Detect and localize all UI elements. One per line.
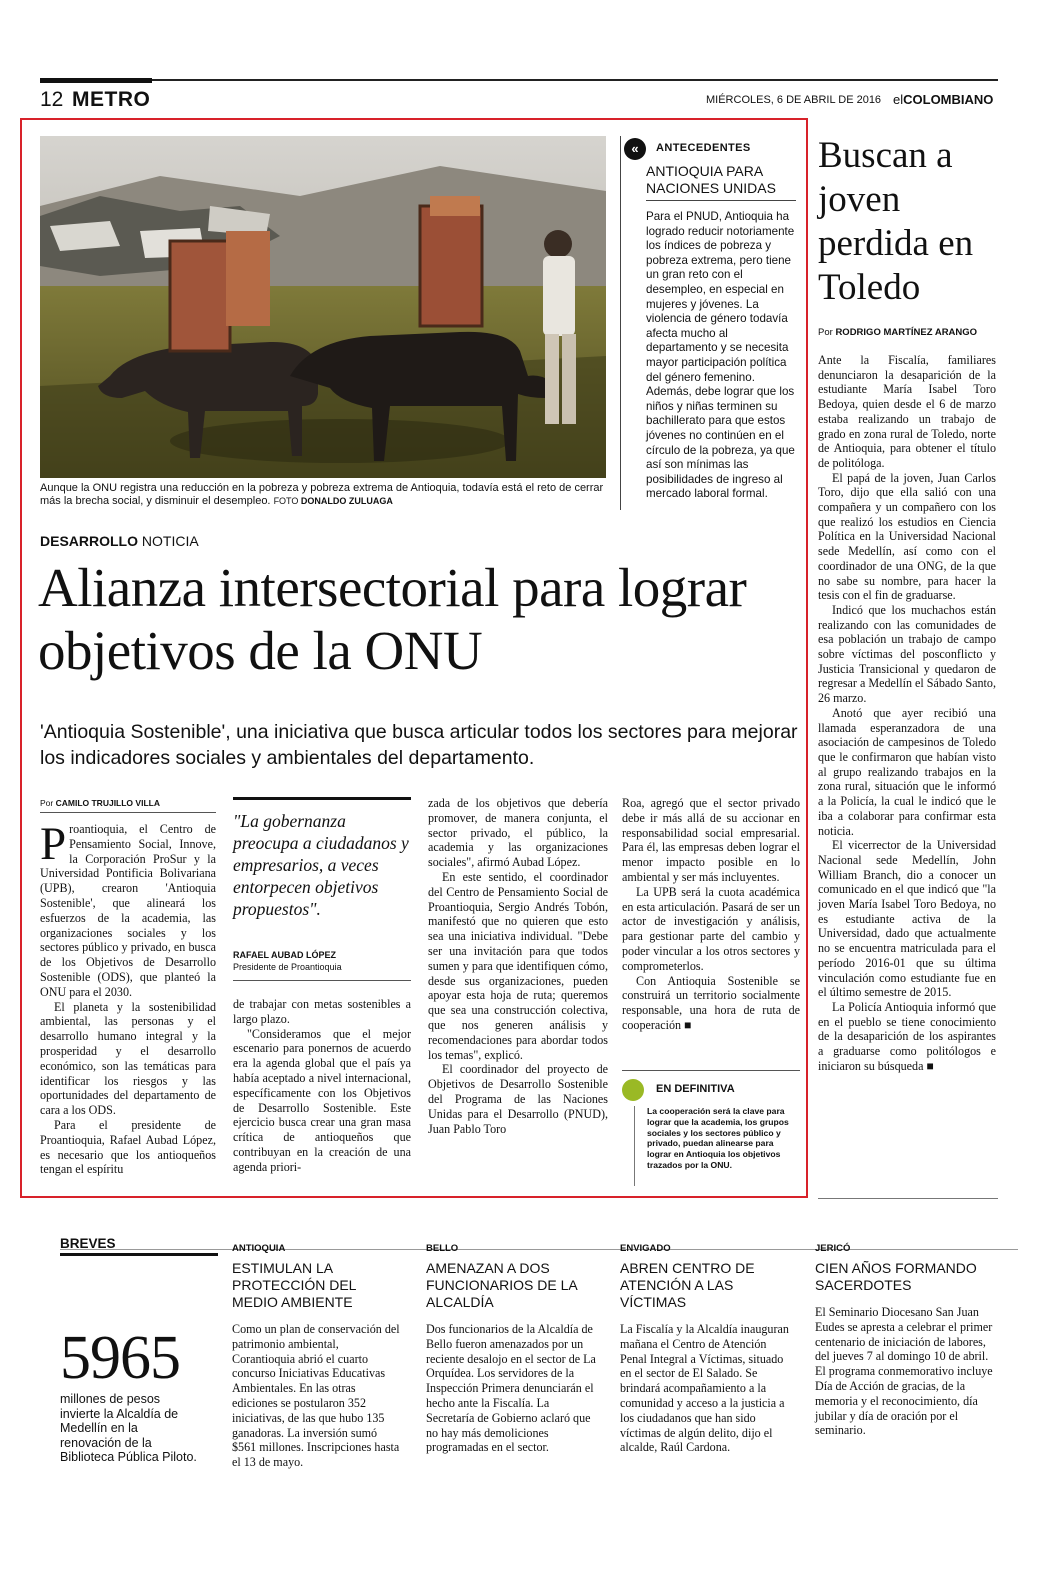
brief-item — [815, 1243, 995, 1438]
brief-title: ABREN CENTRO DE ATENCIÓN A LAS VÍCTIMAS — [620, 1260, 755, 1310]
side-story-byline: Por RODRIGO MARTÍNEZ ARANGO — [818, 327, 978, 338]
side-story-paragraph: Ante la Fiscalía, familiares denunciaron la desaparición de la estudiante María Isabel Toro Bedoya, quien desde el 6 de marzo estaba realizando un trabajo de grado en zona rural de Toledo, norte de Antioquia, para obtener el título de politóloga. — [818, 353, 996, 470]
antecedentes-title: ANTIOQUIA PARA NACIONES UNIDAS — [646, 163, 776, 196]
article-column-2 — [233, 997, 411, 1175]
antecedentes-divider — [620, 136, 621, 510]
dateline: MIÉRCOLES, 6 DE ABRIL DE 2016 — [706, 94, 882, 106]
brief-body: La Fiscalía y la Alcaldía inauguran mañana el Centro de Atención Penal Integral a Víctimas, situado en el sector de El Salado. Se brindará acompañamiento a la comunidad y acceso a la justicia a los ciudadanos que han sido víctimas de algún delito, dijo el alcalde, Raúl Cardona. — [620, 1322, 789, 1455]
photo-mules-illustration — [40, 136, 606, 478]
definitiva-rule — [622, 1070, 800, 1071]
article-paragraph: Con Antioquia Sostenible se construirá un territorio socialmente responsable, una hora de ruta de cooperación ■ — [622, 973, 800, 1032]
photo-credit: FOTO DONALDO ZULUAGA — [273, 496, 393, 506]
side-story-paragraph: Anotó que ayer recibió una llamada esperanzadora de una asociación de campesinos de Toledo que le confirmaron que habían visto al grupo realizando trabajos en la zona rural, situación que le informó a la Policía, la cual le indicó que le iba a colaborar para confirmar esta noticia. — [818, 705, 996, 838]
quote-author: RAFAEL AUBAD LÓPEZ — [233, 950, 337, 960]
article-subhead: 'Antioquia Sostenible', una iniciativa que busca articular todos los sectores para mejorar los indicadores sociales y ambientales del departamento. — [40, 721, 798, 769]
breves-underline — [60, 1253, 218, 1256]
article-paragraph: de trabajar con metas sostenibles a largo plazo. — [233, 997, 411, 1026]
article-paragraph: "Consideramos que el mejor escenario para ponernos de acuerdo era la agenda global que el país ya había aceptado a nivel internacional, específicamente con los Objetivos de Desarrollo Sostenible. Este ejercicio busca crear una gran masa crítica de antioqueños que contribuyan en la creación de una agenda priori- — [233, 1026, 411, 1174]
side-story-bottom-rule — [818, 1198, 998, 1199]
article-paragraph: Para el presidente de Proantioquia, Rafael Aubad López, es necesario que los antioqueños tengan el espíritu — [40, 1117, 216, 1177]
definitiva-box — [634, 1106, 800, 1186]
article-photo — [40, 136, 606, 478]
masthead-prefix: el — [893, 92, 904, 107]
quote-author-role: Presidente de Proantioquia — [233, 962, 342, 972]
quote-top-rule — [233, 797, 411, 800]
article-headline: Alianza intersectorial para lograr objetivos de la ONU — [38, 557, 747, 681]
brief-item — [426, 1243, 598, 1455]
side-story-paragraph: Indicó que los muchachos están realizando con las comunidades de esa población un trabajo de campo sobre víctimas del posconflicto y Justicia Transicional y quedaron de regresar a Medellín el Sábado Santo, 26 marzo. — [818, 602, 996, 706]
definitiva-text: La cooperación será la clave para lograr que la academia, los grupos sociales y los sectores público y privado, puedan alinearse para lograr en Antioquia los objetivos trazados por la ONU. — [647, 1106, 789, 1170]
article-paragraph: En este sentido, el coordinador del Centro de Pensamiento Social de Proantioquia, Sergio Andrés Tobón, manifestó que no quieren que esto sea una iniciativa individual. "Debe ser una invitación para que todos sumen y para que identifiquen cómo, desde sus organizaciones, pueden apoyar esta hoja de ruta; queremos que sea una construcción colectiva, que nos generen análisis y recomendaciones para abordar todos los temas", explicó. — [428, 869, 608, 1062]
article-column-3 — [428, 796, 608, 1136]
article-paragraph: Roa, agregó que el sector privado debe ir más allá de su accionar en responsabilidad social empresarial. Para él, las empresas deben lograr el menor impacto posible en lo ambiental y ser más incluyentes. — [622, 796, 800, 884]
section-name: METRO — [72, 88, 151, 111]
brief-body: Como un plan de conservación del patrimonio ambiental, Corantioquia abrió el cuarto concurso Iniciativas Educativas Ambientales. En las otras ediciones se postularon 352 iniciativas, de las que hubo 135 ganadoras. La inversión sumó $561 millones. Inscripciones hasta el 13 de mayo. — [232, 1322, 400, 1470]
breves-big-caption: millones de pesos invierte la Alcaldía de Medellín en la renovación de la Biblioteca Pública Piloto. — [60, 1392, 197, 1464]
brief-title: ESTIMULAN LA PROTECCIÓN DEL MEDIO AMBIENTE — [232, 1260, 356, 1310]
brief-body: El Seminario Diocesano San Juan Eudes se apresta a celebrar el primer centenario de iniciación de labores, del jueves 7 al domingo 10 de abril. El programa conmemorativo incluye Día de Acción de gracias, de la memoria y el reconocimiento, día jubilar y día de oración por el seminario. — [815, 1305, 993, 1438]
article-column-1 — [40, 818, 216, 1177]
brief-place: ANTIOQUIA — [232, 1243, 286, 1254]
brief-title: AMENAZAN A DOS FUNCIONARIOS DE LA ALCALDÍA — [426, 1260, 577, 1310]
brief-place: ENVIGADO — [620, 1243, 671, 1254]
side-story-paragraph: La Policía Antioquia informó que en el pueblo se tiene conocimiento de la desaparición de los aspirantes a graduarse como politólogos e iniciaron su búsqueda ■ — [818, 999, 996, 1073]
article-paragraph: Proantioquia, el Centro de Pensamiento Social, Innove, la Corporación ProSur y la Universidad Pontificia Bolivariana (UPB), crearon 'Antioquia Sostenible', que alineará los esfuerzos de la academia, las organizaciones sociales y los sectores público y privado, en busca de los Objetivos de Desarrollo Sostenible (ODS), que planteó la ONU para el 2030. — [40, 818, 216, 999]
page-number: 12 — [40, 88, 64, 111]
byline-rule — [40, 812, 216, 813]
antecedentes-label: ANTECEDENTES — [656, 142, 751, 154]
masthead — [893, 92, 993, 107]
article-paragraph: La UPB será la cuota académica en esta articulación. Pasará de ser un actor de investigación y análisis, para gestionar parte del cambio y poder vincular a los otros sectores y comprometerlos. — [622, 884, 800, 973]
article-byline: Por CAMILO TRUJILLO VILLA — [40, 798, 160, 808]
header-rule — [40, 79, 998, 81]
pull-quote: "La gobernanza preocupa a ciudadanos y empresarios, a veces entorpecen objetivos propuestos". — [233, 811, 409, 919]
article-paragraph: El coordinador del proyecto de Objetivos de Desarrollo Sostenible del Programa de las Naciones Unidas para el Desarrollo (PNUD), Juan Pablo Toro — [428, 1062, 608, 1136]
article-column-4 — [622, 796, 800, 1033]
definitiva-label: EN DEFINITIVA — [656, 1083, 735, 1095]
brief-body: Dos funcionarios de la Alcaldía de Bello fueron amenazados por un reciente desalojo en el sector de La Orquídea. Los servidores de la Inspección Primera denunciarán el hecho ante la Fiscalía. La Secretaría de Gobierno aclaró que no hay más demoliciones programadas en el sector. — [426, 1322, 596, 1455]
quote-bottom-rule — [233, 980, 411, 981]
side-story-paragraph: El papá de la joven, Juan Carlos Toro, dijo que ella salió con una compañera y un compañero con los que realizó los estudios en Ciencia Política en la Universidad Nacional sede Medellín, así como con el coordinador de una ONG, de la que no sabe su nombre, para hacer la tesis con el fin de graduarse. — [818, 470, 996, 603]
header-rule-accent — [40, 78, 152, 83]
article-paragraph: zada de los objetivos que debería promover, de manera conjunta, el sector privado, el público, la academia y las organizaciones sociales", afirmó Aubad López. — [428, 796, 608, 870]
brief-item — [232, 1243, 404, 1470]
article-paragraph: El planeta y la sostenibilidad ambiental, las personas y el desarrollo humano integral y la prosperidad y el desarrollo económico, son las temáticas para identificar los riesgos y las oportunidades del departamento de cara a los ODS. — [40, 999, 216, 1118]
side-story-headline: Buscan a joven perdida en Toledo — [818, 135, 974, 308]
definitiva-icon — [622, 1079, 644, 1101]
side-story-body — [818, 353, 996, 1073]
brief-place: BELLO — [426, 1243, 459, 1254]
caption-text: Aunque la ONU registra una reducción en la pobreza y pobreza extrema de Antioquia, todavía está el reto de cerrar más la brecha social, y disminuir el desempleo. — [40, 482, 604, 507]
article-kicker: DESARROLLO NOTICIA — [40, 533, 199, 549]
masthead-name: COLOMBIANO — [903, 92, 994, 107]
brief-title: CIEN AÑOS FORMANDO SACERDOTES — [815, 1260, 977, 1293]
side-story-paragraph: El vicerrector de la Universidad Nacional sede Medellín, John William Branch, dio a conocer un comunicado en el que indicó que "la joven María Isabel Toro Bedoya, no es estudiante activa de la Universidad, dado que actualmente no se encuentra matriculada para el período 2016-01 que su última vinculación como estudiante fue en el último semestre de 2015. — [818, 838, 996, 1000]
photo-caption — [40, 482, 606, 508]
antecedentes-body: Para el PNUD, Antioquia ha logrado reducir notoriamente los índices de pobreza y pobreza extrema, pero tiene un gran reto con el desempleo, en especial en mujeres y jóvenes. La violencia de género todavía afecta mucho al departamento y se necesita mayor participación política del género femenino. Además, debe lograr que los niños y niñas terminen su bachillerato para que estos jóvenes no continúen en el círculo de la pobreza, ya que así son mínimas las posibilidades de ingreso al mercado laboral formal. — [646, 210, 795, 501]
brief-place: JERICÓ — [815, 1243, 851, 1254]
breves-big-number: 5965 — [60, 1324, 180, 1392]
antecedentes-rule — [646, 200, 796, 201]
brief-item — [620, 1243, 792, 1455]
double-chevron-left-icon: « — [624, 138, 646, 160]
breves-label: BREVES — [60, 1236, 116, 1251]
dropcap: P — [40, 818, 67, 870]
